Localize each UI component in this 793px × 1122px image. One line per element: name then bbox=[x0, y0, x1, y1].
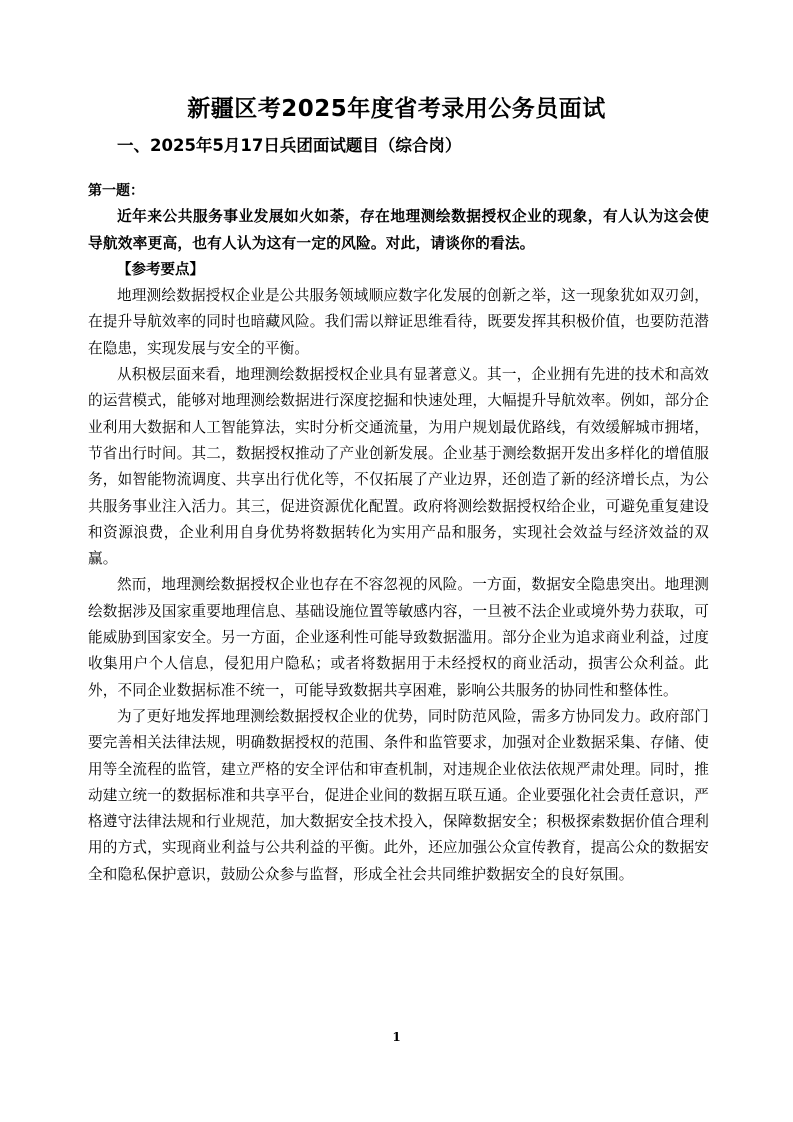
question-label: 第一题： bbox=[88, 183, 144, 199]
page-number: 1 bbox=[392, 1030, 401, 1044]
question-text: 近年来公共服务事业发展如火如荼，存在地理测绘数据授权企业的现象，有人认为这会使导航效率更高，也有人认为这有一定的风险。对此，请谈你的看法。 bbox=[88, 208, 709, 252]
answer-paragraph-intro: 地理测绘数据授权企业是公共服务领域顺应数字化发展的创新之举，这一现象犹如双刃剑，在提升导航效率的同时也暗藏风险。我们需以辩证思维看待，既要发挥其积极价值，也要防范潜在隐患，实现发展与安全的平衡。 bbox=[88, 287, 709, 357]
answer-paragraph-benefits: 从积极层面来看，地理测绘数据授权企业具有显著意义。其一，企业拥有先进的技术和高效的运营模式，能够对地理测绘数据进行深度挖掘和快速处理，大幅提升导航效率。例如，部分企业利用大数据和人工智能算法，实时分析交通流量，为用户规划最优路线，有效缓解城市拥堵，节省出行时间。其二，数据授权推动了产业创新发展。企业基于测绘数据开发出多样化的增值服务，如智能物流调度、共享出行优化等，不仅拓展了产业边界，还创造了新的经济增长点，为公共服务事业注入活力。其三，促进资源优化配置。政府将测绘数据授权给企业，可避免重复建设和资源浪费，企业利用自身优势将数据转化为实用产品和服务，实现社会效益与经济效益的双赢。 bbox=[88, 366, 709, 568]
answer-paragraph-risks: 然而，地理测绘数据授权企业也存在不容忽视的风险。一方面，数据安全隐患突出。地理测绘数据涉及国家重要地理信息、基础设施位置等敏感内容，一旦被不法企业或境外势力获取，可能威胁到国家安全。另一方面，企业逐利性可能导致数据滥用。部分企业为追求商业利益，过度收集用户个人信息，侵犯用户隐私；或者将数据用于未经授权的商业活动，损害公众利益。此外，不同企业数据标准不统一，可能导致数据共享困难，影响公共服务的协同性和整体性。 bbox=[88, 576, 709, 699]
reference-label: 【参考要点】 bbox=[117, 261, 204, 278]
document-body bbox=[88, 178, 709, 888]
page-title: 新疆区考2025年度省考录用公务员面试 bbox=[187, 96, 606, 122]
answer-paragraph-measures: 为了更好地发挥地理测绘数据授权企业的优势，同时防范风险，需多方协同发力。政府部门要完善相关法律法规，明确数据授权的范围、条件和监管要求，加强对企业数据采集、存储、使用等全流程的监管，建立严格的安全评估和审查机制，对违规企业依法依规严肃处理。同时，推动建立统一的数据标准和共享平台，促进企业间的数据互联互通。企业要强化社会责任意识，严格遵守法律法规和行业规范，加大数据安全技术投入，保障数据安全；积极探索数据价值合理利用的方式，实现商业利益与公共利益的平衡。此外，还应加强公众宣传教育，提高公众的数据安全和隐私保护意识，鼓励公众参与监督，形成全社会共同维护数据安全的良好氛围。 bbox=[88, 707, 709, 883]
section-heading: 一、2025年5月17日兵团面试题目（综合岗） bbox=[117, 136, 462, 155]
